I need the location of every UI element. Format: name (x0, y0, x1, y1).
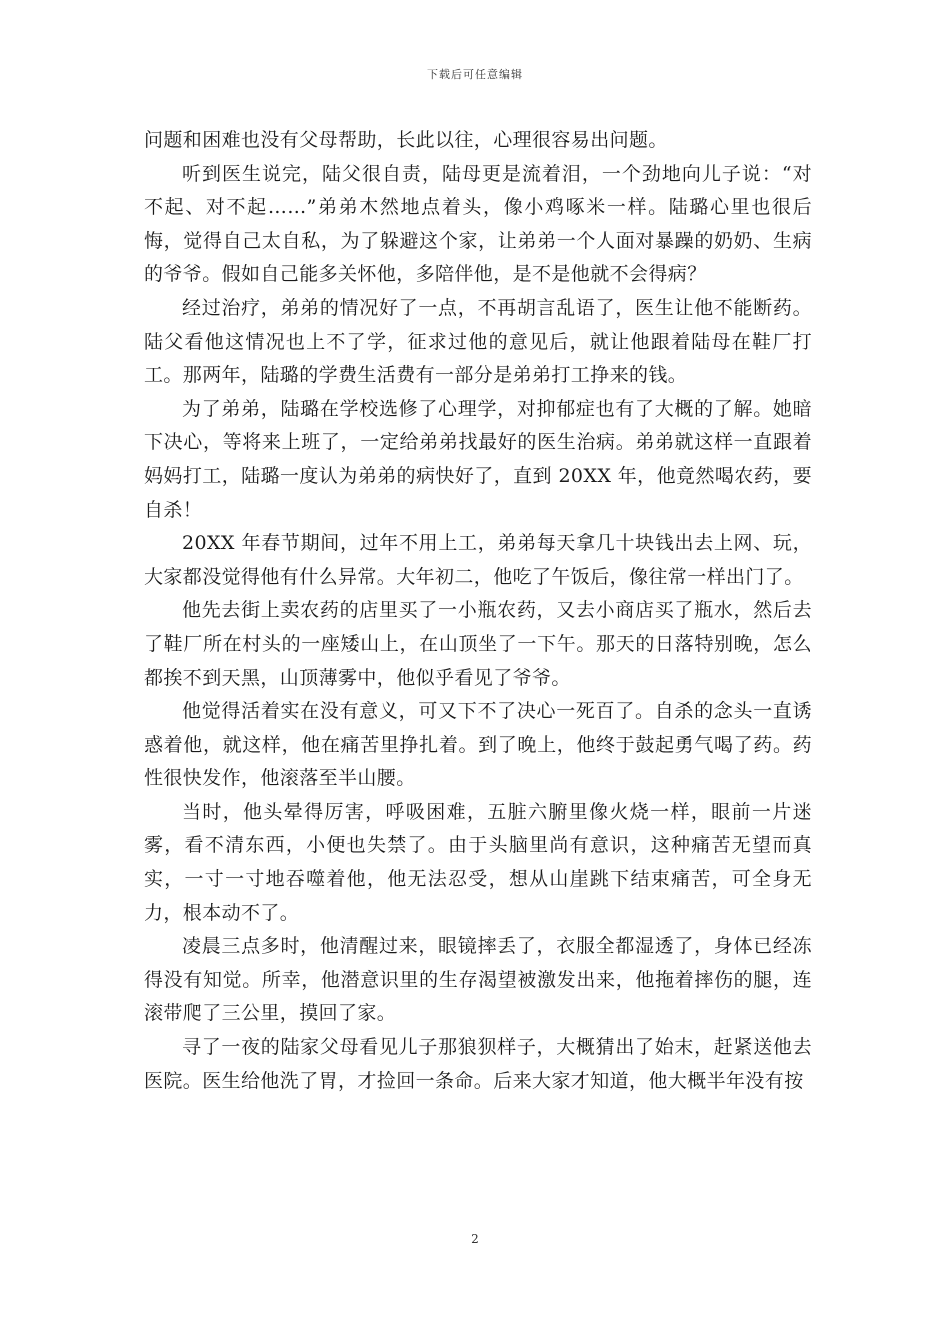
page-number: 2 (471, 1232, 479, 1246)
paragraph-7: 他觉得活着实在没有意义，可又下不了决心一死百了。自杀的念头一直诱惑着他，就这样，他在痛苦里挣扎着。到了晚上，他终于鼓起勇气喝了药。药性很快发作，他滚落至半山腰。 (144, 700, 812, 790)
paragraph-2: 听到医生说完，陆父很自责，陆母更是流着泪，一个劲地向儿子说：“对不起、对不起……”弟弟木然地点着头，像小鸡啄米一样。陆璐心里也很后悔，觉得自己太自私，为了躲避这个家，让弟弟一个人面对暴躁的奶奶、生病的爷爷。假如自己能多关怀他，多陪伴他，是不是他就不会得病？ (144, 162, 812, 286)
page-header: 下载后可任意编辑 (427, 68, 523, 81)
document-body (144, 124, 812, 1098)
paragraph-5: 20XX 年春节期间，过年不用上工，弟弟每天拿几十块钱出去上网、玩，大家都没觉得他有什么异常。大年初二，他吃了午饭后，像往常一样出门了。 (144, 532, 812, 588)
paragraph-1: 问题和困难也没有父母帮助，长此以往，心理很容易出问题。 (144, 129, 668, 151)
paragraph-10: 寻了一夜的陆家父母看见儿子那狼狈样子，大概猜出了始末，赶紧送他去医院。医生给他洗了胃，才捡回一条命。后来大家才知道，他大概半年没有按 (144, 1036, 812, 1092)
paragraph-8: 当时，他头晕得厉害，呼吸困难，五脏六腑里像火烧一样，眼前一片迷雾，看不清东西，小便也失禁了。由于头脑里尚有意识，这种痛苦无望而真实，一寸一寸地吞噬着他，他无法忍受，想从山崖跳下结束痛苦，可全身无力，根本动不了。 (144, 800, 812, 924)
paragraph-6: 他先去街上卖农药的店里买了一小瓶农药，又去小商店买了瓶水，然后去了鞋厂所在村头的一座矮山上，在山顶坐了一下午。那天的日落特别晚，怎么都挨不到天黑，山顶薄雾中，他似乎看见了爷爷。 (144, 599, 812, 689)
paragraph-4: 为了弟弟，陆璐在学校选修了心理学，对抑郁症也有了大概的了解。她暗下决心，等将来上班了，一定给弟弟找最好的医生治病。弟弟就这样一直跟着妈妈打工，陆璐一度认为弟弟的病快好了，直到 20XX 年，他竟然喝农药，要自杀！ (144, 397, 812, 521)
paragraph-3: 经过治疗，弟弟的情况好了一点，不再胡言乱语了，医生让他不能断药。陆父看他这情况也上不了学，征求过他的意见后，就让他跟着陆母在鞋厂打工。那两年，陆璐的学费生活费有一部分是弟弟打工挣来的钱。 (144, 296, 812, 387)
paragraph-9: 凌晨三点多时，他清醒过来，眼镜摔丢了，衣服全都湿透了，身体已经冻得没有知觉。所幸，他潜意识里的生存渴望被激发出来，他拖着摔伤的腿，连滚带爬了三公里，摸回了家。 (144, 935, 812, 1025)
